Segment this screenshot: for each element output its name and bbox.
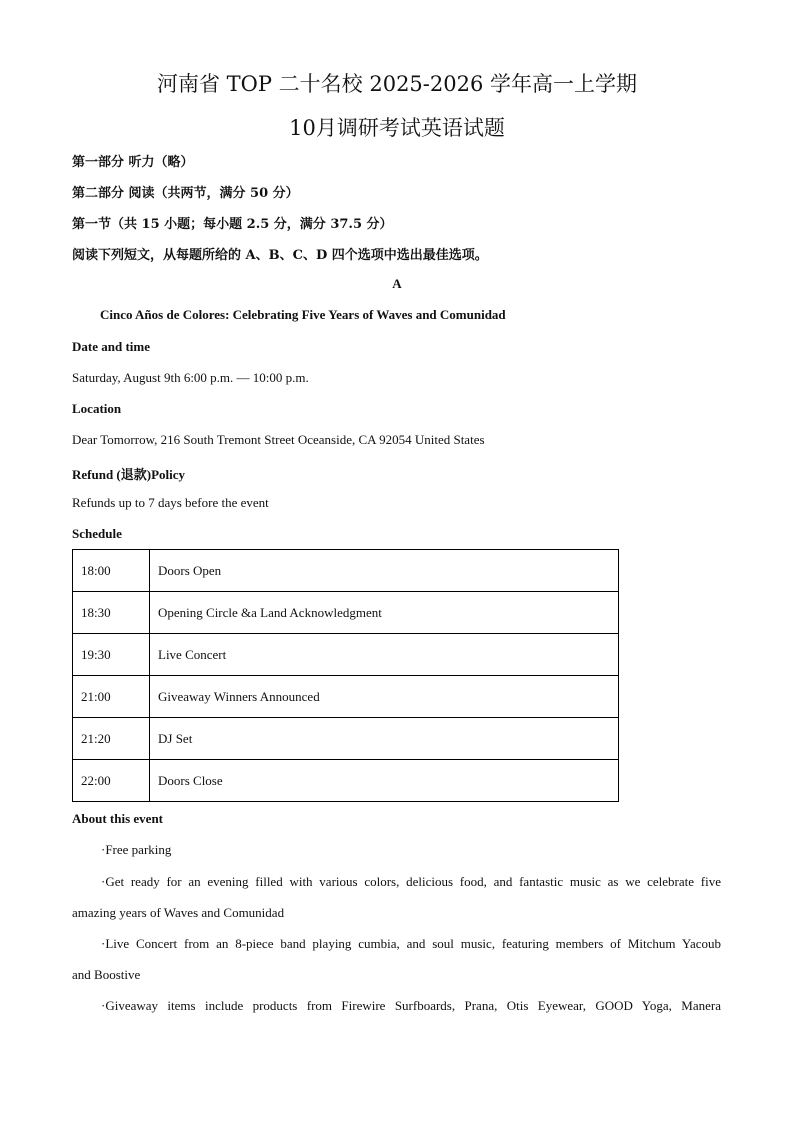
schedule-time: 21:20 <box>73 718 150 760</box>
schedule-event: Live Concert <box>150 634 619 676</box>
schedule-time: 18:00 <box>73 550 150 592</box>
schedule-row <box>73 760 619 802</box>
schedule-row <box>73 718 619 760</box>
schedule-event: Doors Open <box>150 550 619 592</box>
schedule-heading: Schedule <box>72 526 122 541</box>
about-item-evening-line1: ·Get ready for an evening filled with various colors, delicious food, and fantastic music as we celebrate five <box>101 874 721 889</box>
part2-heading: 第二部分 阅读（共两节，满分 50 分） <box>72 186 299 201</box>
part1-heading: 第一部分 听力（略） <box>72 155 194 170</box>
date-value: Saturday, August 9th 6:00 p.m. — 10:00 p.m. <box>72 370 309 385</box>
refund-heading: Refund (退款)Policy <box>72 467 186 482</box>
schedule-row <box>73 550 619 592</box>
schedule-time: 19:30 <box>73 634 150 676</box>
schedule-time: 21:00 <box>73 676 150 718</box>
date-heading: Date and time <box>72 339 150 354</box>
about-item-evening-line2: amazing years of Waves and Comunidad <box>72 905 285 920</box>
exam-title-line2: 10月调研考试英语试题 <box>289 116 505 140</box>
passage-title: Cinco Años de Colores: Celebrating Five Years of Waves and Comunidad <box>100 307 506 322</box>
exam-title-line1: 河南省 TOP 二十名校 2025-2026 学年高一上学期 <box>156 72 638 96</box>
schedule-time: 18:30 <box>73 592 150 634</box>
about-item-concert-line1: ·Live Concert from an 8-piece band playing cumbia, and soul music, featuring members of Mitchum Yacoub <box>101 936 721 951</box>
schedule-event: Giveaway Winners Announced <box>150 676 619 718</box>
location-heading: Location <box>72 401 122 416</box>
schedule-event: Doors Close <box>150 760 619 802</box>
schedule-table <box>72 549 619 802</box>
about-item-giveaway-line1: ·Giveaway items include products from Firewire Surfboards, Prana, Otis Eyewear, GOOD Yoga, Manera <box>101 998 721 1013</box>
about-item-concert-line2: and Boostive <box>72 967 141 982</box>
passage-letter: A <box>392 276 402 291</box>
schedule-event: DJ Set <box>150 718 619 760</box>
location-value: Dear Tomorrow, 216 South Tremont Street Oceanside, CA 92054 United States <box>72 432 485 447</box>
refund-value: Refunds up to 7 days before the event <box>72 495 269 510</box>
schedule-row <box>73 634 619 676</box>
schedule-time: 22:00 <box>73 760 150 802</box>
about-item-parking: ·Free parking <box>101 842 172 857</box>
schedule-event: Opening Circle &a Land Acknowledgment <box>150 592 619 634</box>
schedule-row <box>73 676 619 718</box>
schedule-row <box>73 592 619 634</box>
section1-heading: 第一节（共 15 小题；每小题 2.5 分，满分 37.5 分） <box>72 217 393 232</box>
about-heading: About this event <box>72 811 164 826</box>
reading-instruction: 阅读下列短文，从每题所给的 A、B、C、D 四个选项中选出最佳选项。 <box>72 248 488 263</box>
